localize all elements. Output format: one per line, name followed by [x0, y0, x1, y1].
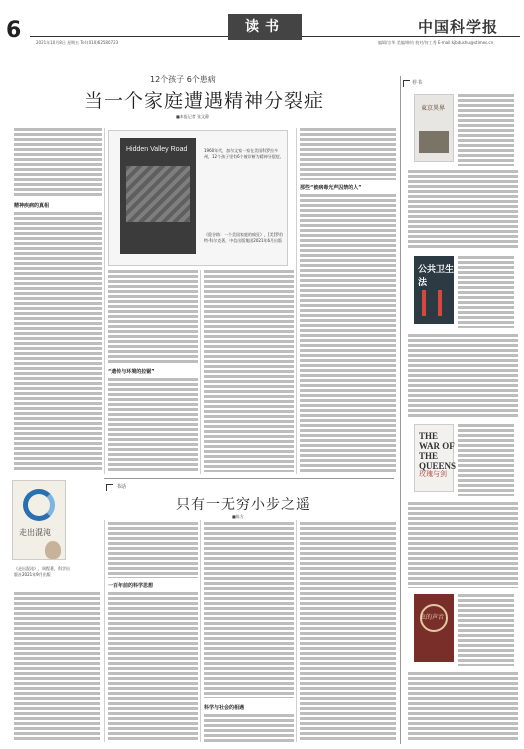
- article1-subhead-1: 精神疾病的真相: [14, 203, 50, 209]
- article2-tag-bracket: [106, 484, 113, 491]
- column-rule: [200, 520, 201, 742]
- article2-body-col0: [14, 592, 100, 742]
- sidebar-book3-review: [408, 502, 518, 588]
- article1-byline: ■本报记者 张文静: [176, 114, 210, 119]
- sidebar-tag-bracket: [403, 80, 410, 87]
- cover-building-graphic: [419, 131, 449, 153]
- author-portrait: [45, 541, 61, 559]
- article1-book-caption: 《隐谷路：一个美国家庭的疯狂》，[美]罗伯特·科尔克著，中信出版集团2021年6月出版: [204, 232, 284, 243]
- sidebar-rule: [400, 76, 401, 744]
- sidebar-book2-review: [408, 334, 518, 418]
- article1-headline: 当一个家庭遭遇精神分裂症: [84, 90, 325, 112]
- article2-body-col2b: [204, 714, 294, 742]
- column-rule: [296, 128, 297, 474]
- sidebar-book2-blurb: [458, 256, 514, 328]
- article1-subhead-2: “遗传与环境的拉锯”: [108, 369, 155, 375]
- article2-subhead-1: 一百年前的科学思想: [108, 583, 154, 589]
- sidebar-tag: 荐书: [412, 80, 423, 86]
- header-date-meta: 2021年10月8日 星期五 Tel:(010)62580723: [36, 40, 119, 45]
- sidebar-book1-blurb: [458, 94, 514, 166]
- cover-letter-graphic: [438, 290, 442, 316]
- article1-subhead-3: 那些“被病毒光声囚禁的人”: [300, 185, 362, 191]
- header-editor-meta: 编辑/宗华 美编/韩钧 校对/何工秀 E-mail:kjbdushu@stimes.cn: [378, 40, 494, 45]
- section-tab: 读书: [228, 14, 302, 40]
- article1-book-cover-image: [120, 138, 196, 254]
- article1-body-col1a: [14, 128, 102, 198]
- sidebar-book4-cover: [414, 594, 454, 662]
- article1-body-col4b: [300, 194, 396, 472]
- sidebar-book3-title: THE WAR OF THE QUEENS: [419, 431, 457, 471]
- article2-body-col1a: [108, 522, 198, 578]
- sidebar-book3-cover: [414, 424, 457, 492]
- column-rule: [296, 520, 297, 742]
- column-rule: [104, 128, 105, 474]
- article2-top-rule: [104, 478, 394, 479]
- article1-body-col3: [204, 270, 294, 472]
- column-rule: [200, 270, 201, 474]
- sidebar-book1-cover: [414, 94, 454, 162]
- masthead-logo: 中国科学报: [418, 18, 499, 36]
- sidebar-book2-title: 公共卫生法: [418, 265, 455, 288]
- article2-tag: 书话: [116, 484, 127, 490]
- sidebar-book3-blurb: [458, 424, 514, 496]
- article2-body-col2a: [204, 522, 294, 698]
- sidebar-book3-subtitle: 玫瑰与剑: [419, 470, 447, 478]
- book-cover-artwork: [126, 166, 190, 222]
- article1-body-col2b: [108, 378, 198, 472]
- cover-swirl-graphic: [23, 489, 55, 521]
- sidebar-book4-title: 虫的声音: [420, 614, 445, 621]
- article2-body-col1b: [108, 592, 198, 742]
- sidebar-book1-review: [408, 170, 518, 250]
- article2-headline: 只有一无穷小步之遥: [176, 497, 311, 513]
- article2-book-caption: 《走出混沌》，周程著，科学出版社2021年9月出版: [14, 566, 70, 577]
- book-cover-title: Hidden Valley Road: [126, 146, 188, 153]
- article1-body-col4a: [300, 128, 396, 180]
- article2-subhead-2: 科学与社会的相遇: [204, 705, 245, 711]
- cover-letter-graphic: [422, 290, 426, 316]
- article2-byline: ■陈方: [232, 514, 244, 519]
- column-rule: [104, 520, 105, 742]
- article2-book-cover-image: [12, 480, 66, 560]
- sidebar-book4-blurb: [458, 594, 514, 666]
- sidebar-book1-title: 東京異界: [421, 105, 446, 112]
- page-number: 6: [6, 18, 22, 43]
- article1-body-col1b: [14, 212, 102, 472]
- article2-body-col3: [300, 522, 396, 742]
- sidebar-book2-cover: [414, 256, 454, 324]
- book2-cover-title: 走出混沌: [19, 528, 51, 537]
- sidebar-book4-review: [408, 672, 518, 742]
- article1-body-col2: [108, 270, 198, 364]
- article1-kicker: 12个孩子 6个患病: [150, 75, 216, 84]
- article1-photo-caption: 1960年代，加尔文家一家在美国科罗拉多州，12个孩子里有6个被诊断为精神分裂症。: [204, 148, 284, 159]
